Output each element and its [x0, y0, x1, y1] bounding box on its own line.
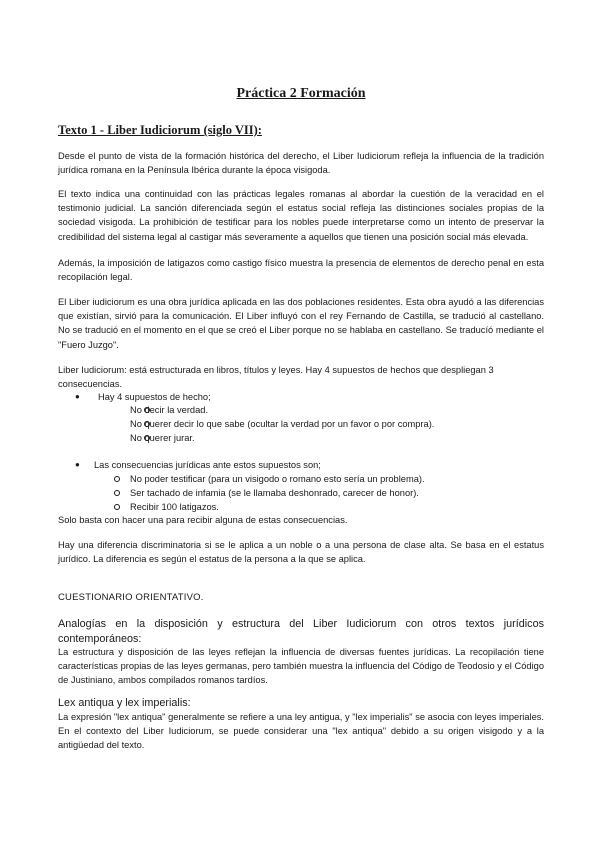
section-heading: Texto 1 - Liber Iudiciorum (siglo VII):	[58, 123, 262, 137]
circle-bullet-icon	[114, 504, 120, 510]
paragraph-after-list: Solo basta con hacer una para recibir alguna de estas consecuencias.	[58, 515, 348, 525]
paragraph-6: Hay una diferencia discriminatoria si se le aplica a un noble o a una persona de clase alta. Se basa en el estatus jurídico. La diferencia es según el estatus de la persona a la que se aplica.	[58, 540, 544, 565]
paragraph-3: Además, la imposición de latigazos como castigo físico muestra la presencia de elementos de derecho penal en esta recopilación legal.	[58, 258, 544, 283]
list1-item: No querer jurar.	[130, 433, 195, 443]
list1-item: No decir la verdad.	[130, 405, 209, 415]
list2-item: No poder testificar (para un visigodo o romano esto sería un problema).	[130, 474, 425, 484]
question-2: Lex antiqua y lex imperialis:	[58, 697, 191, 709]
question-1: Analogías en la disposición y estructura del Liber Iudiciorum con otros textos jurídicos contemporáneos:	[58, 618, 544, 645]
answer-1: La estructura y disposición de las leyes reflejan la influencia de diversas fuentes jurídicas. La recopilación tiene características propias de las leyes germanas, pero también muestra la influencia del Código de Teodosio y el Código de Justiniano, ambos compilados romanos tardíos.	[58, 647, 544, 686]
circle-bullet-icon	[114, 476, 120, 482]
list2-label: Las consecuencias jurídicas ante estos supuestos son;	[94, 460, 321, 470]
paragraph-5: Liber Iudiciorum: está estructurada en libros, títulos y leyes. Hay 4 supuestos de hechos que despliegan 3 consecuencias.	[58, 365, 494, 390]
list2-item: Ser tachado de infamia (se le llamaba deshonrado, carecer de honor).	[130, 488, 419, 498]
answer-2: La expresión "lex antiqua" generalmente se refiere a una ley antigua, y "lex imperialis" se asocia con leyes imperiales. En el contexto del Liber Iudiciorum, se puede considerar una "lex antiqua" debido a su origen visigodo y a la antigüedad del texto.	[58, 712, 544, 751]
list2-item: Recibir 100 latigazos.	[130, 502, 219, 512]
questionnaire-heading: CUESTIONARIO ORIENTATIVO.	[58, 592, 204, 603]
paragraph-4: El Liber iudiciorum es una obra jurídica aplicada en las dos poblaciones residentes. Esta obra ayudó a las diferencias que existían, sirvió para la comunicación. El Liber influyó con el rey Fernando de Castilla, se tradució al castellano. No se tradució en el momento en el que se creó el Liber porque no se hablaba en castellano. Se traducíó mediante el "Fuero Juzgo".	[58, 297, 544, 350]
paragraph-1: Desde el punto de vista de la formación histórica del derecho, el Liber Iudiciorum refleja la influencia de la tradición jurídica romana en la Península Ibérica durante la época visigoda.	[58, 151, 544, 176]
list1-label: Hay 4 supuestos de hecho;	[98, 392, 211, 402]
bullet-icon: ●	[75, 460, 80, 469]
paragraph-2: El texto indica una continuidad con las prácticas legales romanas al abordar la cuestión de la veracidad en el testimonio judicial. La sanción diferenciada según el estatus social refleja las distinciones sociales propias de la sociedad visigoda. La prohibición de testificar para los nobles puede interpretarse como un intento de preservar la credibilidad del sistema legal al castigar más severamente a aquellos que tienen una posición social más elevada.	[58, 189, 544, 242]
list1-item: No querer decir lo que sabe (ocultar la verdad por un favor o por compra).	[130, 419, 435, 429]
circle-bullet-icon	[114, 490, 120, 496]
page-title: Práctica 2 Formación	[236, 86, 366, 101]
bullet-icon: ●	[75, 392, 80, 401]
